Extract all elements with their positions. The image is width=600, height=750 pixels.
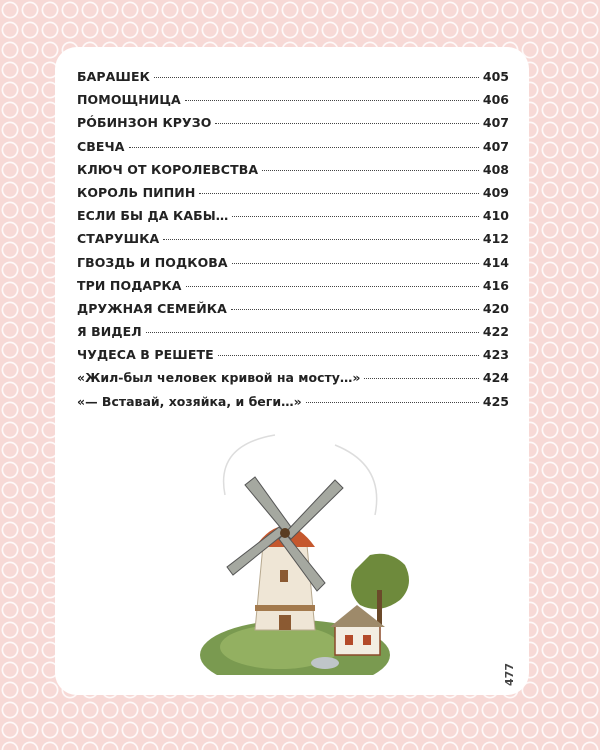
toc-leader-dots xyxy=(154,77,479,78)
toc-entry[interactable] xyxy=(77,92,509,115)
toc-entry-page: 410 xyxy=(482,208,509,224)
toc-entry-title: ЧУДЕСА В РЕШЕТЕ xyxy=(77,347,214,363)
page-card xyxy=(55,47,529,695)
toc-leader-dots xyxy=(186,286,479,287)
toc-entry-page: 425 xyxy=(482,393,509,409)
toc-entry-page: 416 xyxy=(482,277,509,293)
toc-entry[interactable] xyxy=(77,278,509,301)
toc-entry[interactable] xyxy=(77,324,509,347)
toc-entry-title: Я ВИДЕЛ xyxy=(77,324,142,340)
toc-entry[interactable] xyxy=(77,139,509,162)
toc-leader-dots xyxy=(232,263,479,264)
toc-entry-title: ДРУЖНАЯ СЕМЕЙКА xyxy=(77,300,227,316)
toc-entry-title: ГВОЗДЬ И ПОДКОВА xyxy=(77,254,228,270)
toc-entry[interactable] xyxy=(77,370,509,393)
toc-leader-dots xyxy=(231,309,479,310)
toc-leader-dots xyxy=(262,170,479,171)
toc-leader-dots xyxy=(364,378,478,379)
toc-entry-page: 420 xyxy=(482,300,509,316)
page-number: 477 xyxy=(503,663,517,686)
toc-leader-dots xyxy=(146,332,479,333)
toc-entry-page: 408 xyxy=(482,161,509,177)
toc-entry-page: 424 xyxy=(482,370,509,386)
toc-entry[interactable] xyxy=(77,185,509,208)
windmill-illustration-icon xyxy=(185,425,415,675)
toc-entry-title: СТАРУШКА xyxy=(77,231,160,247)
toc-entry-page: 407 xyxy=(482,115,509,131)
toc-entry-title: КОРОЛЬ ПИПИН xyxy=(77,184,196,200)
toc-entry-title: «— Вставай, хозяйка, и беги…» xyxy=(77,393,302,409)
toc-entry-page: 406 xyxy=(482,92,509,108)
toc-entry-title: БАРАШЕК xyxy=(77,69,150,84)
toc-entry[interactable] xyxy=(77,301,509,324)
toc-leader-dots xyxy=(218,355,479,356)
toc-leader-dots xyxy=(199,193,479,194)
toc-entry-page: 405 xyxy=(482,69,509,84)
toc-leader-dots xyxy=(215,123,478,124)
toc-entry-title: РÓБИНЗОН КРУЗО xyxy=(77,115,212,131)
toc-entry-page: 409 xyxy=(482,184,509,200)
table-of-contents xyxy=(77,69,509,417)
toc-entry-title: ЕСЛИ БЫ ДА КАБЫ… xyxy=(77,208,229,224)
toc-entry[interactable] xyxy=(77,231,509,254)
toc-entry[interactable] xyxy=(77,69,509,92)
toc-entry-title: СВЕЧА xyxy=(77,138,125,154)
toc-entry-page: 412 xyxy=(482,231,509,247)
toc-entry-title: КЛЮЧ ОТ КОРОЛЕВСТВА xyxy=(77,161,259,177)
toc-leader-dots xyxy=(232,216,479,217)
toc-entry-page: 423 xyxy=(482,347,509,363)
toc-entry[interactable] xyxy=(77,208,509,231)
toc-entry[interactable] xyxy=(77,255,509,278)
toc-entry[interactable] xyxy=(77,162,509,185)
toc-entry-title: ТРИ ПОДАРКА xyxy=(77,277,182,293)
toc-entry-page: 414 xyxy=(482,254,509,270)
toc-entry-title: ПОМОЩНИЦА xyxy=(77,92,181,108)
toc-leader-dots xyxy=(185,100,479,101)
toc-leader-dots xyxy=(163,239,479,240)
toc-entry-page: 407 xyxy=(482,138,509,154)
toc-entry[interactable] xyxy=(77,347,509,370)
toc-entry[interactable] xyxy=(77,115,509,138)
toc-leader-dots xyxy=(306,402,479,403)
toc-leader-dots xyxy=(129,147,479,148)
toc-entry-page: 422 xyxy=(482,324,509,340)
toc-entry-title: «Жил-был человек кривой на мосту…» xyxy=(77,370,361,386)
toc-entry[interactable] xyxy=(77,394,509,417)
